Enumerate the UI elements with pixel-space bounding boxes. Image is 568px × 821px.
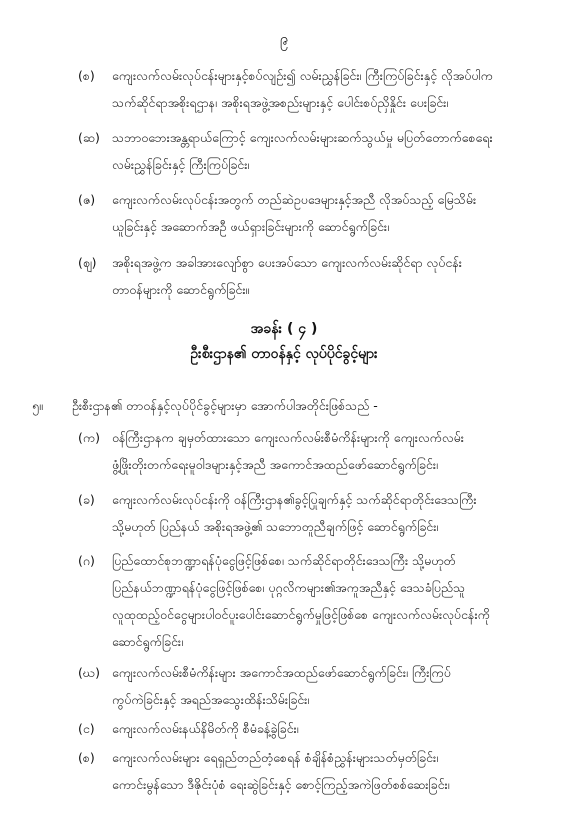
item-line: ကျေးလက်လမ်းစီမံကိန်းများ အကောင်အထည်ဖော်ဆောင်ရွက်ခြင်း၊ ကြီးကြပ် [112,665,451,680]
item-marker: (င) [78,721,95,736]
item-marker: (ဂ) [78,553,95,568]
item-marker: (က) [78,430,100,445]
item-line: ကျေးလက်လမ်းလုပ်ငန်းများနှင့်စပ်လျဉ်း၍ လမ်းညွှန်ခြင်း၊ ကြီးကြပ်ခြင်းနှင့် လိုအပ်ပါက [112,68,493,83]
item-line: ဖွံ့ဖြိုးတိုးတက်ရေးမူဝါဒများနှင့်အညီ အကောင်အထည်ဖော်ဆောင်ရွက်ခြင်း၊ [112,457,438,472]
item-line: လမ်းညွှန်ခြင်းနှင့် ကြီးကြပ်ခြင်း၊ [112,157,250,172]
item-line: လူထုထည့်ဝင်ငွေများပါဝင်ပူးပေါင်းဆောင်ရွက်မှုဖြင့်ဖြစ်စေ ကျေးလက်လမ်းလုပ်ငန်းကို [112,607,490,622]
item-line: ကောင်းမွန်သော ဒီဇိုင်းပုံစံ ရေးဆွဲခြင်းနှင့် စောင့်ကြည့်အကဲဖြတ်စစ်ဆေးခြင်း၊ [112,777,450,792]
item-marker: (ဇ) [78,192,96,207]
item-marker: (စ) [78,750,95,765]
item-marker: (ဆ) [78,130,100,145]
item-line: သို့မဟုတ် ပြည်နယ် အစိုးရအဖွဲ့၏ သဘောတူညီချက်ဖြင့် ဆောင်ရွက်ခြင်း၊ [112,519,439,534]
chapter-title: အခန်း ( ၄ ) [250,321,318,337]
section-intro: ဦးစီးဌာန၏ တာဝန်နှင့်လုပ်ပိုင်ခွင့်များမှာ အောက်ပါအတိုင်းဖြစ်သည် - [72,398,378,413]
item-marker: (ဈ) [78,255,97,270]
item-line: သဘာဝဘေးအန္တရာယ်ကြောင့် ကျေးလက်လမ်းများဆက်သွယ်မှု မပြတ်တောက်စေရေး [112,130,493,145]
item-line: ကွပ်ကဲခြင်းနှင့် အရည်အသွေးထိန်းသိမ်းခြင်း၊ [112,692,310,707]
item-line: ကျေးလက်လမ်းနယ်နိမိတ်ကို စီမံခန့်ခွဲခြင်း၊ [112,721,299,736]
item-line: ပြည်နယ်ဘဏ္ဍာရန်ပုံငွေဖြင့်ဖြစ်စေ၊ ပုဂ္ဂလိကများ၏အကူအညီနှင့် ဒေသခံပြည်သူ [112,580,466,595]
section-number: ၅။ [32,398,43,413]
item-marker: (ဃ) [78,665,100,680]
item-line: ပြည်ထောင်စုဘဏ္ဍာရန်ပုံငွေဖြင့်ဖြစ်စေ၊ သက်ဆိုင်ရာတိုင်းဒေသကြီး သို့မဟုတ် [112,553,456,568]
item-line: အစိုးရအဖွဲ့က အခါအားလျော်စွာ ပေးအပ်သော ကျေးလက်လမ်းဆိုင်ရာ လုပ်ငန်း [112,255,462,270]
item-line: ကျေးလက်လမ်းလုပ်ငန်းကို ဝန်ကြီးဌာန၏ခွင့်ပြုချက်နှင့် သက်ဆိုင်ရာတိုင်းဒေသကြီး [112,492,477,507]
item-marker: (ခ) [78,492,95,507]
item-line: ယူခြင်းနှင့် အဆောက်အဦ ဖယ်ရှားခြင်းများကို ဆောင်ရွက်ခြင်း၊ [112,219,390,234]
item-line: ဆောင်ရွက်ခြင်း၊ [112,634,184,649]
chapter-subtitle: ဦးစီးဌာန၏ တာဝန်နှင့် လုပ်ပိုင်ခွင့်များ [190,346,378,362]
item-marker: (စ) [78,68,95,83]
page-number: ၉ [279,30,289,48]
item-line: တာဝန်များကို ဆောင်ရွက်ခြင်း။ [112,282,250,297]
item-line: သက်ဆိုင်ရာအစိုးရဌာန၊ အစိုးရအဖွဲ့အစည်းများနှင့် ပေါင်းစပ်ညှိနှိုင်း ပေးခြင်း၊ [112,95,449,110]
item-line: ဝန်ကြီးဌာနက ချမှတ်ထားသော ကျေးလက်လမ်းစီမံကိန်းများကို ကျေးလက်လမ်း [112,430,464,445]
item-line: ကျေးလက်လမ်းလုပ်ငန်းအတွက် တည်ဆဲဥပဒေများနှင့်အညီ လိုအပ်သည့် မြေသိမ်း [112,192,477,207]
item-line: ကျေးလက်လမ်းများ ရေရှည်တည်တံ့စေရန် စံချိန်စံညွှန်းများသတ်မှတ်ခြင်း၊ [112,750,439,765]
